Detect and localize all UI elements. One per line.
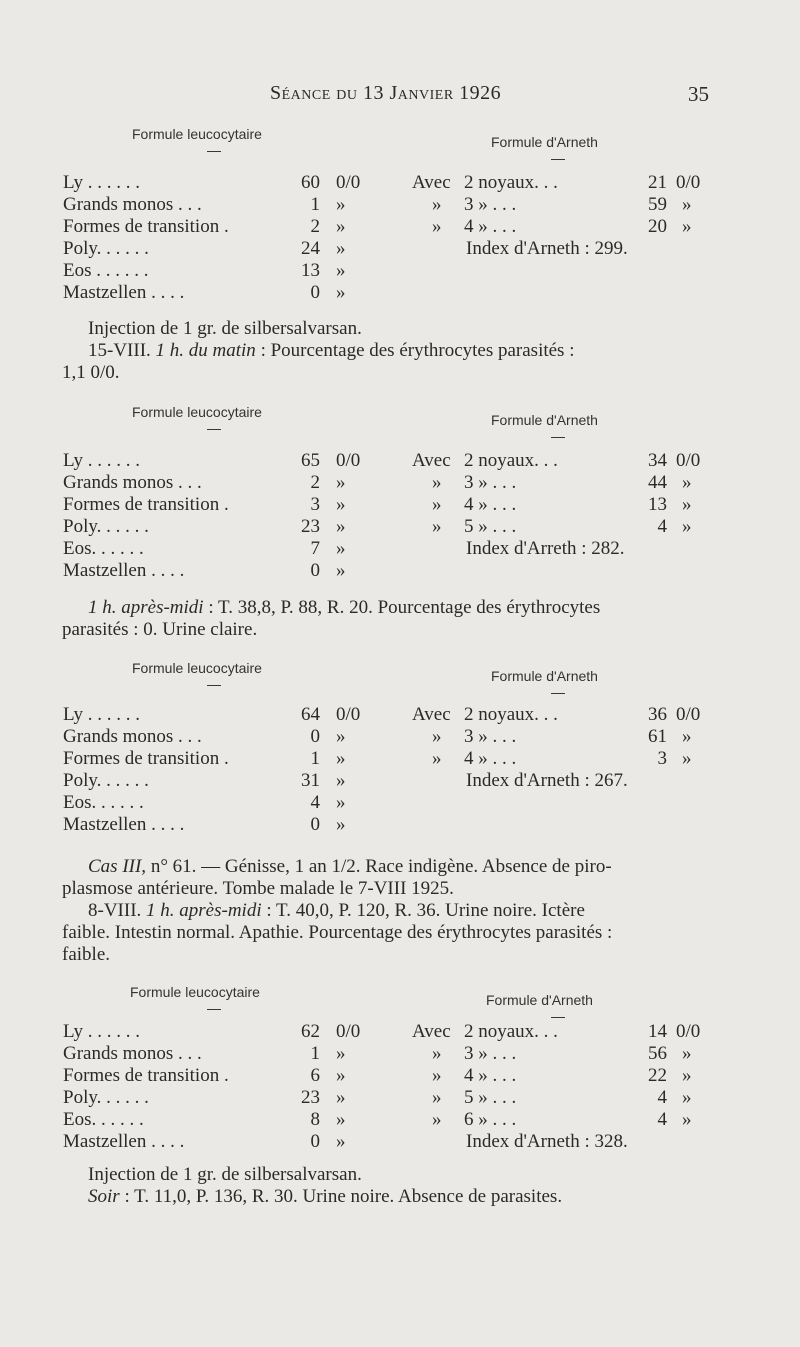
cell-value: 65 xyxy=(301,450,320,471)
cell-noyaux: 3 » . . . xyxy=(464,194,517,215)
leucocyte-row xyxy=(63,282,383,304)
cell-prefix: » xyxy=(432,216,442,237)
cell-unit: » xyxy=(682,194,692,215)
arneth-row xyxy=(412,472,712,494)
cell-unit: » xyxy=(682,1043,692,1064)
formule-leucocytaire-label: Formule leucocytaire xyxy=(132,660,262,676)
cell-value: 4 xyxy=(310,792,320,813)
cell-name: Formes de transition . xyxy=(63,748,229,769)
cell-value: 61 xyxy=(648,726,667,747)
prose-line: Soir : T. 11,0, P. 136, R. 30. Urine noire. Absence de parasites. xyxy=(88,1186,563,1207)
cell-unit: » xyxy=(336,1131,346,1152)
cell-value: 3 xyxy=(310,494,320,515)
cell-unit: » xyxy=(336,814,346,835)
cell-unit: » xyxy=(336,516,346,537)
cell-name: Eos . . . . . . xyxy=(63,260,149,281)
leucocyte-row xyxy=(63,1021,383,1043)
leucocyte-row xyxy=(63,726,383,748)
cell-unit: » xyxy=(682,516,692,537)
cell-name: Grands monos . . . xyxy=(63,194,202,215)
cell-name: Formes de transition . xyxy=(63,216,229,237)
cell-unit: » xyxy=(682,494,692,515)
cell-name: Formes de transition . xyxy=(63,1065,229,1086)
cell-name: Ly . . . . . . xyxy=(63,704,141,725)
cell-value: 8 xyxy=(310,1109,320,1130)
cell-name: Grands monos . . . xyxy=(63,726,202,747)
label-dash: — xyxy=(207,142,221,158)
cell-prefix: » xyxy=(432,472,442,493)
leucocyte-row xyxy=(63,450,383,472)
cell-value: 4 xyxy=(657,1087,667,1108)
cell-value: 0 xyxy=(310,282,320,303)
arneth-row xyxy=(412,172,712,194)
arneth-index xyxy=(412,238,712,260)
paragraph-cas-iii xyxy=(62,856,612,966)
arneth-row xyxy=(412,704,712,726)
arneth-row xyxy=(412,494,712,516)
cell-unit: » xyxy=(336,260,346,281)
cell-prefix: Avec xyxy=(412,1021,451,1042)
cell-name: Ly . . . . . . xyxy=(63,450,141,471)
label-dash: — xyxy=(207,1000,221,1016)
cell-unit: » xyxy=(336,1065,346,1086)
cell-value: 2 xyxy=(310,472,320,493)
cell-value: 4 xyxy=(657,1109,667,1130)
cell-prefix: » xyxy=(432,494,442,515)
cell-name: Mastzellen . . . . xyxy=(63,560,185,581)
cell-unit: » xyxy=(336,560,346,581)
formule-arneth-label: Formule d'Arneth xyxy=(491,668,598,684)
formule-leucocytaire-label: Formule leucocytaire xyxy=(132,126,262,142)
arneth-table xyxy=(412,172,712,260)
leucocyte-row xyxy=(63,260,383,282)
leucocyte-row xyxy=(63,1043,383,1065)
cell-name: Poly. . . . . . xyxy=(63,238,149,259)
cell-unit: 0/0 xyxy=(676,450,701,471)
formule-arneth-label: Formule d'Arneth xyxy=(491,134,598,150)
cell-value: 7 xyxy=(310,538,320,559)
arneth-table xyxy=(412,450,712,560)
arneth-table xyxy=(412,704,712,792)
leucocyte-row xyxy=(63,1131,383,1153)
paragraph-injection-2 xyxy=(62,1164,562,1208)
leucocyte-row xyxy=(63,1087,383,1109)
cell-value: 0 xyxy=(310,814,320,835)
formule-arneth-label: Formule d'Arneth xyxy=(486,992,593,1008)
cell-noyaux: 2 noyaux. . . xyxy=(464,704,558,725)
cell-value: 23 xyxy=(301,516,320,537)
leucocyte-table xyxy=(63,704,383,836)
cell-value: 44 xyxy=(648,472,667,493)
leucocyte-row xyxy=(63,238,383,260)
leucocyte-row xyxy=(63,814,383,836)
cell-value: 6 xyxy=(310,1065,320,1086)
cell-value: 13 xyxy=(301,260,320,281)
prose-line: Injection de 1 gr. de silbersalvarsan. xyxy=(88,318,362,339)
cell-unit: » xyxy=(336,1043,346,1064)
cell-name: Poly. . . . . . xyxy=(63,770,149,791)
page-number: 35 xyxy=(688,82,709,106)
prose-line: 8-VIII. 1 h. après-midi : T. 40,0, P. 120, R. 36. Urine noire. Ictère xyxy=(88,900,585,921)
cell-unit: 0/0 xyxy=(336,704,361,725)
cell-value: 0 xyxy=(310,560,320,581)
cell-noyaux: 4 » . . . xyxy=(464,494,517,515)
prose-line: parasités : 0. Urine claire. xyxy=(62,619,258,640)
cell-prefix: Avec xyxy=(412,172,451,193)
prose-line: 15-VIII. 1 h. du matin : Pourcentage des érythrocytes parasités : xyxy=(88,340,575,361)
label-dash: — xyxy=(551,428,565,444)
cell-prefix: » xyxy=(432,516,442,537)
leucocyte-row xyxy=(63,704,383,726)
label-dash: — xyxy=(207,676,221,692)
cell-noyaux: 2 noyaux. . . xyxy=(464,172,558,193)
cell-value: 36 xyxy=(648,704,667,725)
arneth-index-text: Index d'Arneth : 267. xyxy=(466,770,628,791)
prose-line: 1 h. après-midi : T. 38,8, P. 88, R. 20. Pourcentage des érythrocytes xyxy=(88,597,601,618)
leucocyte-row xyxy=(63,792,383,814)
cell-value: 64 xyxy=(301,704,320,725)
arneth-row xyxy=(412,1087,712,1109)
cell-noyaux: 4 » . . . xyxy=(464,748,517,769)
cell-unit: » xyxy=(336,494,346,515)
paragraph-apres-midi xyxy=(62,597,600,641)
cell-unit: » xyxy=(336,282,346,303)
cell-value: 0 xyxy=(310,1131,320,1152)
cell-value: 23 xyxy=(301,1087,320,1108)
arneth-row xyxy=(412,726,712,748)
formule-leucocytaire-label: Formule leucocytaire xyxy=(130,984,260,1000)
cell-value: 1 xyxy=(310,748,320,769)
arneth-index xyxy=(412,538,712,560)
cell-value: 60 xyxy=(301,172,320,193)
cell-value: 0 xyxy=(310,726,320,747)
label-dash: — xyxy=(551,1008,565,1024)
cell-name: Mastzellen . . . . xyxy=(63,1131,185,1152)
running-header-title: Séance du 13 Janvier 1926 xyxy=(270,82,502,104)
cell-prefix: Avec xyxy=(412,450,451,471)
cell-unit: » xyxy=(682,1109,692,1130)
cell-noyaux: 6 » . . . xyxy=(464,1109,517,1130)
leucocyte-row xyxy=(63,770,383,792)
leucocyte-row xyxy=(63,216,383,238)
cell-unit: » xyxy=(682,472,692,493)
prose-line: 1,1 0/0. xyxy=(62,362,120,383)
cell-prefix: Avec xyxy=(412,704,451,725)
cell-unit: 0/0 xyxy=(676,1021,701,1042)
cell-name: Mastzellen . . . . xyxy=(63,282,185,303)
cell-value: 56 xyxy=(648,1043,667,1064)
cell-unit: » xyxy=(682,748,692,769)
label-dash: — xyxy=(551,684,565,700)
cell-noyaux: 4 » . . . xyxy=(464,216,517,237)
cell-unit: » xyxy=(336,238,346,259)
cell-prefix: » xyxy=(432,726,442,747)
cell-value: 22 xyxy=(648,1065,667,1086)
cell-noyaux: 3 » . . . xyxy=(464,472,517,493)
cell-prefix: » xyxy=(432,194,442,215)
arneth-row xyxy=(412,1021,712,1043)
arneth-row xyxy=(412,450,712,472)
cell-noyaux: 3 » . . . xyxy=(464,1043,517,1064)
label-dash: — xyxy=(551,150,565,166)
cell-unit: » xyxy=(682,726,692,747)
cell-prefix: » xyxy=(432,748,442,769)
leucocyte-row xyxy=(63,560,383,582)
cell-name: Grands monos . . . xyxy=(63,1043,202,1064)
cell-prefix: » xyxy=(432,1065,442,1086)
formule-arneth-label: Formule d'Arneth xyxy=(491,412,598,428)
prose-line: plasmose antérieure. Tombe malade le 7-VIII 1925. xyxy=(62,878,454,899)
cell-unit: » xyxy=(336,792,346,813)
cell-unit: » xyxy=(682,216,692,237)
arneth-row xyxy=(412,748,712,770)
arneth-index xyxy=(412,770,712,792)
cell-name: Ly . . . . . . xyxy=(63,172,141,193)
cell-noyaux: 2 noyaux. . . xyxy=(464,450,558,471)
arneth-index-text: Index d'Arneth : 299. xyxy=(466,238,628,259)
cell-value: 20 xyxy=(648,216,667,237)
cell-noyaux: 5 » . . . xyxy=(464,516,517,537)
leucocyte-row xyxy=(63,538,383,560)
cell-value: 1 xyxy=(310,1043,320,1064)
cell-value: 13 xyxy=(648,494,667,515)
cell-unit: » xyxy=(336,1087,346,1108)
prose-line: faible. Intestin normal. Apathie. Pourcentage des érythrocytes parasités : xyxy=(62,922,613,943)
leucocyte-table xyxy=(63,172,383,304)
leucocyte-row xyxy=(63,1109,383,1131)
cell-unit: » xyxy=(682,1087,692,1108)
cell-name: Mastzellen . . . . xyxy=(63,814,185,835)
cell-name: Grands monos . . . xyxy=(63,472,202,493)
cell-value: 3 xyxy=(657,748,667,769)
cell-value: 4 xyxy=(657,516,667,537)
cell-noyaux: 3 » . . . xyxy=(464,726,517,747)
cell-value: 24 xyxy=(301,238,320,259)
cell-unit: 0/0 xyxy=(676,172,701,193)
paragraph-injection-1 xyxy=(62,318,574,384)
cell-value: 14 xyxy=(648,1021,667,1042)
leucocyte-row xyxy=(63,172,383,194)
arneth-index xyxy=(412,1131,712,1153)
arneth-row xyxy=(412,516,712,538)
cell-value: 62 xyxy=(301,1021,320,1042)
prose-line: faible. xyxy=(62,944,111,965)
leucocyte-table xyxy=(63,450,383,582)
cell-name: Eos. . . . . . xyxy=(63,792,144,813)
cell-value: 59 xyxy=(648,194,667,215)
leucocyte-row xyxy=(63,472,383,494)
cell-unit: » xyxy=(336,194,346,215)
cell-name: Eos. . . . . . xyxy=(63,1109,144,1130)
cell-value: 21 xyxy=(648,172,667,193)
cell-name: Poly. . . . . . xyxy=(63,516,149,537)
leucocyte-row xyxy=(63,748,383,770)
cell-unit: » xyxy=(336,770,346,791)
cell-unit: » xyxy=(336,472,346,493)
cell-noyaux: 5 » . . . xyxy=(464,1087,517,1108)
cell-value: 31 xyxy=(301,770,320,791)
leucocyte-row xyxy=(63,194,383,216)
arneth-index-text: Index d'Arneth : 328. xyxy=(466,1131,628,1152)
arneth-index-text: Index d'Arreth : 282. xyxy=(466,538,625,559)
cell-value: 1 xyxy=(310,194,320,215)
cell-unit: 0/0 xyxy=(336,1021,361,1042)
cell-unit: 0/0 xyxy=(676,704,701,725)
label-dash: — xyxy=(207,420,221,436)
arneth-row xyxy=(412,216,712,238)
cell-prefix: » xyxy=(432,1109,442,1130)
cell-unit: » xyxy=(336,726,346,747)
cell-name: Poly. . . . . . xyxy=(63,1087,149,1108)
arneth-table xyxy=(412,1021,712,1153)
cell-unit: » xyxy=(336,1109,346,1130)
leucocyte-row xyxy=(63,494,383,516)
arneth-row xyxy=(412,1109,712,1131)
cell-unit: » xyxy=(682,1065,692,1086)
cell-value: 34 xyxy=(648,450,667,471)
cell-value: 2 xyxy=(310,216,320,237)
cell-noyaux: 2 noyaux. . . xyxy=(464,1021,558,1042)
arneth-row xyxy=(412,1065,712,1087)
cell-noyaux: 4 » . . . xyxy=(464,1065,517,1086)
cell-unit: » xyxy=(336,538,346,559)
arneth-row xyxy=(412,194,712,216)
leucocyte-table xyxy=(63,1021,383,1153)
formule-leucocytaire-label: Formule leucocytaire xyxy=(132,404,262,420)
cell-prefix: » xyxy=(432,1087,442,1108)
cell-prefix: » xyxy=(432,1043,442,1064)
prose-line: Injection de 1 gr. de silbersalvarsan. xyxy=(88,1164,362,1185)
cell-unit: 0/0 xyxy=(336,450,361,471)
cell-unit: » xyxy=(336,216,346,237)
arneth-row xyxy=(412,1043,712,1065)
prose-line: Cas III, n° 61. — Génisse, 1 an 1/2. Race indigène. Absence de piro- xyxy=(88,856,612,877)
cell-unit: » xyxy=(336,748,346,769)
cell-name: Eos. . . . . . xyxy=(63,538,144,559)
cell-name: Formes de transition . xyxy=(63,494,229,515)
cell-name: Ly . . . . . . xyxy=(63,1021,141,1042)
leucocyte-row xyxy=(63,1065,383,1087)
cell-unit: 0/0 xyxy=(336,172,361,193)
leucocyte-row xyxy=(63,516,383,538)
